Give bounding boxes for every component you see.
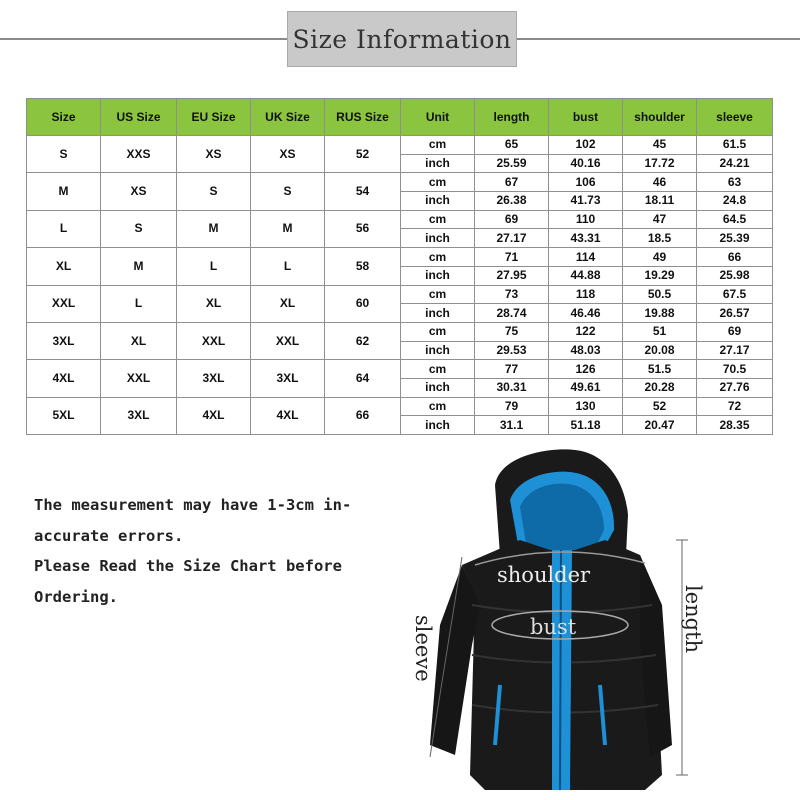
cell-bust: 49.61 bbox=[549, 379, 623, 398]
cell-bust: 130 bbox=[549, 397, 623, 416]
cell-length: 27.17 bbox=[475, 229, 549, 248]
cell-uk-size: L bbox=[251, 248, 325, 285]
cell-bust: 48.03 bbox=[549, 341, 623, 360]
cell-sleeve: 63 bbox=[697, 173, 773, 192]
cell-us-size: XXS bbox=[101, 136, 177, 173]
size-chart-table bbox=[26, 98, 773, 435]
cell-sleeve: 70.5 bbox=[697, 360, 773, 379]
cell-size: 5XL bbox=[27, 397, 101, 434]
cell-length: 31.1 bbox=[475, 416, 549, 435]
cell-bust: 41.73 bbox=[549, 192, 623, 211]
cell-length: 69 bbox=[475, 210, 549, 229]
cell-size: 4XL bbox=[27, 360, 101, 397]
header-us-size: US Size bbox=[101, 99, 177, 136]
table-row bbox=[27, 173, 773, 192]
table-row bbox=[27, 136, 773, 155]
cell-bust: 126 bbox=[549, 360, 623, 379]
cell-unit: inch bbox=[401, 154, 475, 173]
cell-unit: cm bbox=[401, 397, 475, 416]
cell-size: S bbox=[27, 136, 101, 173]
table-row bbox=[27, 322, 773, 341]
cell-shoulder: 18.5 bbox=[623, 229, 697, 248]
cell-length: 73 bbox=[475, 285, 549, 304]
header-uk-size: UK Size bbox=[251, 99, 325, 136]
cell-length: 29.53 bbox=[475, 341, 549, 360]
cell-shoulder: 18.11 bbox=[623, 192, 697, 211]
cell-length: 79 bbox=[475, 397, 549, 416]
cell-sleeve: 64.5 bbox=[697, 210, 773, 229]
cell-rus-size: 58 bbox=[325, 248, 401, 285]
header-rus-size: RUS Size bbox=[325, 99, 401, 136]
cell-size: XXL bbox=[27, 285, 101, 322]
cell-bust: 118 bbox=[549, 285, 623, 304]
cell-rus-size: 52 bbox=[325, 136, 401, 173]
shoulder-label: shoulder bbox=[497, 563, 591, 587]
table-row bbox=[27, 210, 773, 229]
cell-shoulder: 20.08 bbox=[623, 341, 697, 360]
table-row bbox=[27, 360, 773, 379]
cell-shoulder: 51 bbox=[623, 322, 697, 341]
cell-sleeve: 27.76 bbox=[697, 379, 773, 398]
cell-uk-size: 3XL bbox=[251, 360, 325, 397]
cell-eu-size: XL bbox=[177, 285, 251, 322]
header-size: Size bbox=[27, 99, 101, 136]
cell-rus-size: 54 bbox=[325, 173, 401, 210]
title-divider-left bbox=[0, 38, 290, 40]
cell-size: XL bbox=[27, 248, 101, 285]
sleeve-label: sleeve bbox=[411, 615, 435, 682]
header-unit: Unit bbox=[401, 99, 475, 136]
title-divider-right bbox=[516, 38, 800, 40]
cell-size: L bbox=[27, 210, 101, 247]
cell-sleeve: 27.17 bbox=[697, 341, 773, 360]
cell-unit: cm bbox=[401, 136, 475, 155]
cell-size: M bbox=[27, 173, 101, 210]
table-row bbox=[27, 397, 773, 416]
notice-line: Please Read the Size Chart before bbox=[34, 557, 342, 575]
cell-unit: inch bbox=[401, 341, 475, 360]
cell-eu-size: XS bbox=[177, 136, 251, 173]
cell-us-size: 3XL bbox=[101, 397, 177, 434]
cell-uk-size: XXL bbox=[251, 322, 325, 359]
cell-size: 3XL bbox=[27, 322, 101, 359]
cell-sleeve: 28.35 bbox=[697, 416, 773, 435]
cell-shoulder: 17.72 bbox=[623, 154, 697, 173]
cell-length: 65 bbox=[475, 136, 549, 155]
cell-shoulder: 47 bbox=[623, 210, 697, 229]
cell-sleeve: 25.98 bbox=[697, 266, 773, 285]
cell-eu-size: L bbox=[177, 248, 251, 285]
cell-bust: 114 bbox=[549, 248, 623, 267]
notice-line: Ordering. bbox=[34, 587, 118, 606]
cell-unit: cm bbox=[401, 210, 475, 229]
cell-shoulder: 50.5 bbox=[623, 285, 697, 304]
cell-us-size: XS bbox=[101, 173, 177, 210]
cell-rus-size: 56 bbox=[325, 210, 401, 247]
cell-length: 30.31 bbox=[475, 379, 549, 398]
cell-eu-size: S bbox=[177, 173, 251, 210]
cell-bust: 44.88 bbox=[549, 266, 623, 285]
cell-sleeve: 24.8 bbox=[697, 192, 773, 211]
cell-us-size: XL bbox=[101, 322, 177, 359]
table-row bbox=[27, 285, 773, 304]
cell-sleeve: 24.21 bbox=[697, 154, 773, 173]
table-row bbox=[27, 248, 773, 267]
cell-uk-size: 4XL bbox=[251, 397, 325, 434]
cell-us-size: XXL bbox=[101, 360, 177, 397]
cell-unit: cm bbox=[401, 285, 475, 304]
cell-length: 67 bbox=[475, 173, 549, 192]
header-shoulder: shoulder bbox=[623, 99, 697, 136]
cell-shoulder: 19.88 bbox=[623, 304, 697, 323]
cell-unit: cm bbox=[401, 248, 475, 267]
cell-unit: inch bbox=[401, 192, 475, 211]
cell-rus-size: 60 bbox=[325, 285, 401, 322]
cell-rus-size: 62 bbox=[325, 322, 401, 359]
notice-line: The measurement may have 1-3cm in- bbox=[34, 496, 352, 514]
cell-sleeve: 26.57 bbox=[697, 304, 773, 323]
cell-length: 75 bbox=[475, 322, 549, 341]
cell-sleeve: 69 bbox=[697, 322, 773, 341]
cell-unit: inch bbox=[401, 379, 475, 398]
cell-uk-size: XS bbox=[251, 136, 325, 173]
cell-length: 77 bbox=[475, 360, 549, 379]
cell-unit: inch bbox=[401, 304, 475, 323]
cell-shoulder: 52 bbox=[623, 397, 697, 416]
cell-sleeve: 66 bbox=[697, 248, 773, 267]
cell-length: 25.59 bbox=[475, 154, 549, 173]
cell-us-size: L bbox=[101, 285, 177, 322]
notice-line: accurate errors. bbox=[34, 526, 184, 545]
cell-length: 28.74 bbox=[475, 304, 549, 323]
jacket-diagram bbox=[400, 445, 800, 800]
cell-shoulder: 20.47 bbox=[623, 416, 697, 435]
cell-shoulder: 46 bbox=[623, 173, 697, 192]
cell-shoulder: 19.29 bbox=[623, 266, 697, 285]
cell-bust: 51.18 bbox=[549, 416, 623, 435]
cell-shoulder: 51.5 bbox=[623, 360, 697, 379]
cell-unit: inch bbox=[401, 266, 475, 285]
cell-rus-size: 66 bbox=[325, 397, 401, 434]
cell-uk-size: S bbox=[251, 173, 325, 210]
header-sleeve: sleeve bbox=[697, 99, 773, 136]
table-header-row bbox=[27, 99, 773, 136]
cell-bust: 122 bbox=[549, 322, 623, 341]
cell-unit: cm bbox=[401, 360, 475, 379]
cell-unit: cm bbox=[401, 173, 475, 192]
cell-unit: inch bbox=[401, 416, 475, 435]
cell-sleeve: 72 bbox=[697, 397, 773, 416]
cell-us-size: M bbox=[101, 248, 177, 285]
header-eu-size: EU Size bbox=[177, 99, 251, 136]
header-bust: bust bbox=[549, 99, 623, 136]
cell-length: 27.95 bbox=[475, 266, 549, 285]
cell-bust: 110 bbox=[549, 210, 623, 229]
cell-us-size: S bbox=[101, 210, 177, 247]
measurement-notice bbox=[34, 490, 374, 612]
cell-length: 71 bbox=[475, 248, 549, 267]
jacket-illustration bbox=[400, 445, 800, 800]
cell-bust: 106 bbox=[549, 173, 623, 192]
cell-rus-size: 64 bbox=[325, 360, 401, 397]
cell-eu-size: 4XL bbox=[177, 397, 251, 434]
length-label: length bbox=[681, 585, 705, 654]
cell-uk-size: XL bbox=[251, 285, 325, 322]
cell-uk-size: M bbox=[251, 210, 325, 247]
cell-sleeve: 67.5 bbox=[697, 285, 773, 304]
cell-bust: 46.46 bbox=[549, 304, 623, 323]
cell-length: 26.38 bbox=[475, 192, 549, 211]
cell-bust: 40.16 bbox=[549, 154, 623, 173]
bust-label: bust bbox=[530, 615, 577, 639]
cell-shoulder: 45 bbox=[623, 136, 697, 155]
cell-sleeve: 61.5 bbox=[697, 136, 773, 155]
cell-eu-size: 3XL bbox=[177, 360, 251, 397]
cell-unit: cm bbox=[401, 322, 475, 341]
cell-unit: inch bbox=[401, 229, 475, 248]
cell-shoulder: 20.28 bbox=[623, 379, 697, 398]
cell-eu-size: XXL bbox=[177, 322, 251, 359]
cell-bust: 102 bbox=[549, 136, 623, 155]
cell-eu-size: M bbox=[177, 210, 251, 247]
cell-sleeve: 25.39 bbox=[697, 229, 773, 248]
cell-shoulder: 49 bbox=[623, 248, 697, 267]
cell-bust: 43.31 bbox=[549, 229, 623, 248]
table-body bbox=[27, 136, 773, 435]
header-length: length bbox=[475, 99, 549, 136]
page-title: Size Information bbox=[287, 11, 517, 67]
